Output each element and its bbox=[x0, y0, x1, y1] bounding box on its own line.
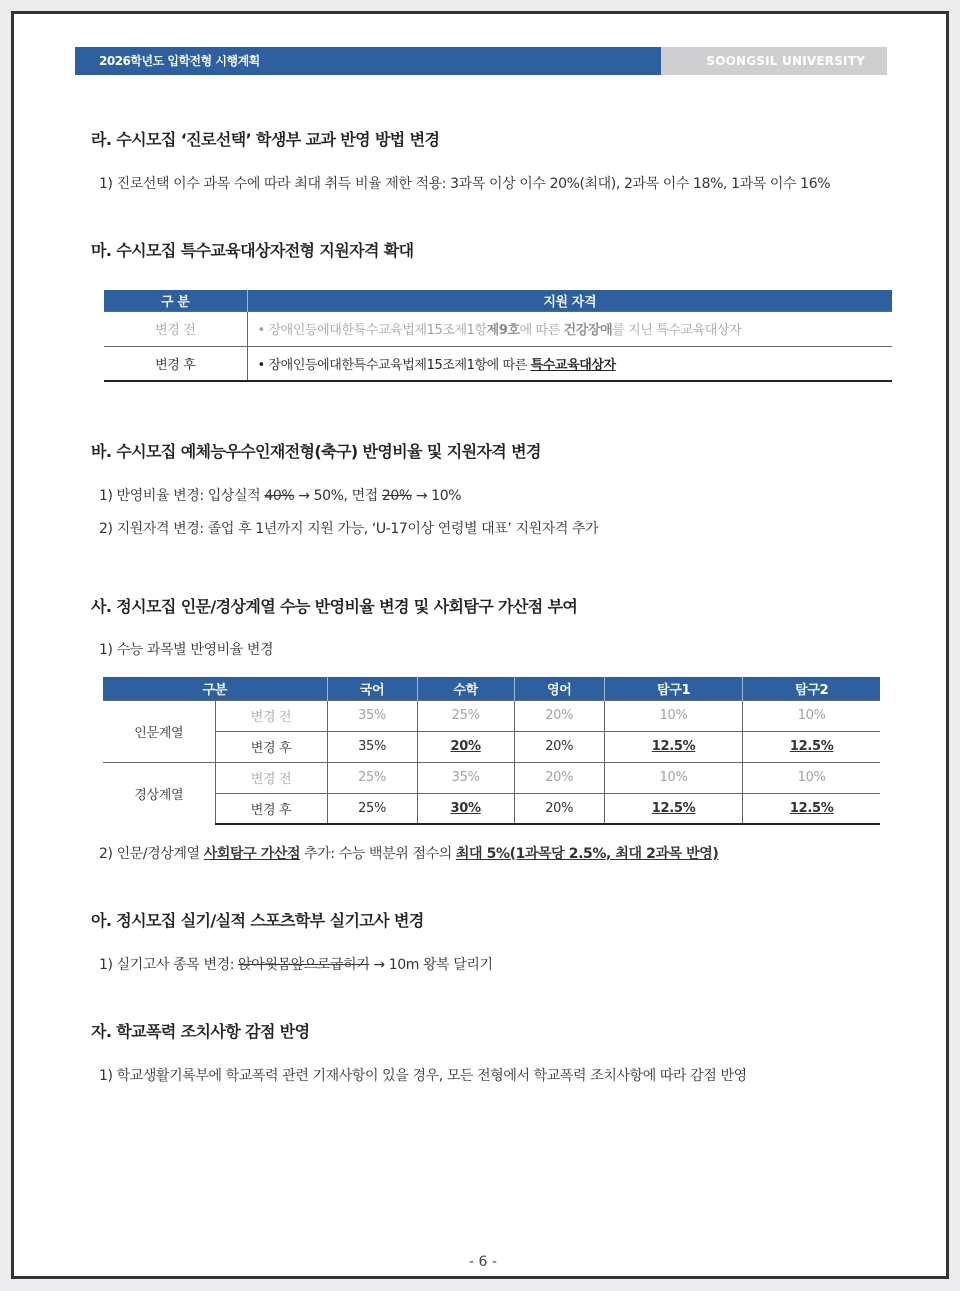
section-title-a: 아. 정시모집 실기/실적 스포츠학부 실기고사 변경 bbox=[91, 911, 424, 930]
cell: 35% bbox=[327, 700, 417, 731]
old-value: 앉아윗몸앞으로굽히기 bbox=[238, 957, 370, 973]
cell: 35% bbox=[417, 762, 514, 793]
table-row bbox=[103, 793, 880, 824]
qualification-header-eligibility: 지원 자격 bbox=[247, 290, 892, 311]
qualification-header-category: 구 분 bbox=[104, 290, 247, 311]
text: 에 따른 bbox=[519, 323, 564, 338]
section-ra-item-1: 1) 진로선택 이수 과목 수에 따라 최대 취득 비율 제한 적용: 3과목 이상 이수 20%(최대), 2과목 이수 18%, 1과목 이수 16% bbox=[99, 176, 831, 192]
ratio-header-inquiry2: 탐구2 bbox=[743, 677, 880, 700]
cell: 20% bbox=[514, 700, 604, 731]
row-label: 변경 전 bbox=[215, 700, 327, 731]
cell: 10% bbox=[743, 762, 880, 793]
table-row bbox=[103, 700, 880, 731]
text: 추가: 수능 백분위 점수의 bbox=[300, 846, 456, 862]
section-title-ba: 바. 수시모집 예체능우수인재전형(축구) 반영비율 및 지원자격 변경 bbox=[91, 442, 541, 461]
old-value: 20% bbox=[381, 488, 412, 504]
cell: 25% bbox=[327, 793, 417, 824]
bullet: • bbox=[257, 323, 265, 338]
page-header bbox=[75, 47, 887, 75]
text: 1) 실기고사 종목 변경: bbox=[99, 957, 239, 973]
text: 장애인등에대한특수교육법제15조제1항 bbox=[268, 323, 487, 338]
text: 10m 왕복 달리기 bbox=[388, 957, 493, 973]
section-ba-item-2: 2) 지원자격 변경: 졸업 후 1년까지 지원 가능, ‘U-17이상 연령별 대표’ 지원자격 추가 bbox=[99, 521, 599, 537]
cell-changed: 12.5% bbox=[604, 731, 743, 762]
cell: 25% bbox=[417, 700, 514, 731]
cell-changed: 20% bbox=[417, 731, 514, 762]
section-ja-item-1: 1) 학교생활기록부에 학교폭력 관련 기재사항이 있을 경우, 모든 전형에서 학교폭력 조치사항에 따라 감점 반영 bbox=[99, 1068, 747, 1084]
arrow-icon: → bbox=[373, 957, 385, 973]
eligibility-after bbox=[247, 346, 892, 381]
cell: 35% bbox=[327, 731, 417, 762]
group-business: 경상계열 bbox=[103, 762, 215, 824]
ratio-table bbox=[103, 677, 880, 825]
section-sa-item-2 bbox=[99, 843, 718, 863]
row-label: 변경 후 bbox=[104, 346, 247, 381]
arrow-icon: → bbox=[415, 488, 428, 504]
row-label: 변경 전 bbox=[215, 762, 327, 793]
qualification-table bbox=[104, 290, 892, 382]
row-label: 변경 후 bbox=[215, 731, 327, 762]
cell: 20% bbox=[514, 762, 604, 793]
text: 1) 반영비율 변경: 입상실적 bbox=[99, 488, 265, 504]
eligibility-before bbox=[247, 311, 892, 346]
highlighted-text: 사회탐구 가산점 bbox=[203, 846, 301, 862]
text: 50%, 면접 bbox=[313, 488, 382, 504]
cell: 25% bbox=[327, 762, 417, 793]
cell-changed: 12.5% bbox=[743, 731, 880, 762]
cell-changed: 12.5% bbox=[604, 793, 743, 824]
text: 를 지닌 특수교육대상자 bbox=[612, 323, 742, 338]
table-row bbox=[103, 762, 880, 793]
highlighted-text: 특수교육대상자 bbox=[530, 357, 616, 373]
group-humanities: 인문계열 bbox=[103, 700, 215, 762]
cell-changed: 30% bbox=[417, 793, 514, 824]
ratio-header-category: 구분 bbox=[103, 677, 327, 700]
university-brand: SOONGSIL UNIVERSITY bbox=[661, 47, 887, 75]
qualification-row-after bbox=[104, 346, 892, 381]
cell: 10% bbox=[604, 762, 743, 793]
section-a-item-1 bbox=[99, 954, 493, 974]
ratio-header-inquiry1: 탐구1 bbox=[604, 677, 743, 700]
section-title-ja: 자. 학교폭력 조치사항 감점 반영 bbox=[91, 1022, 310, 1041]
arrow-icon: → bbox=[298, 488, 310, 504]
qualification-row-before bbox=[104, 311, 892, 346]
ratio-header-korean: 국어 bbox=[327, 677, 417, 700]
highlighted-text: 최대 5%(1과목당 2.5%, 최대 2과목 반영) bbox=[455, 846, 719, 862]
bold-text: 건강장애 bbox=[563, 323, 613, 338]
row-label: 변경 후 bbox=[215, 793, 327, 824]
section-title-ra: 라. 수시모집 ‘진로선택’ 학생부 교과 반영 방법 변경 bbox=[91, 130, 440, 149]
cell: 20% bbox=[514, 731, 604, 762]
section-sa-item-1: 1) 수능 과목별 반영비율 변경 bbox=[99, 642, 274, 658]
bold-text: 제9호 bbox=[486, 323, 520, 338]
ratio-header-english: 영어 bbox=[514, 677, 604, 700]
text: 10% bbox=[431, 488, 462, 504]
section-title-ma: 마. 수시모집 특수교육대상자전형 지원자격 확대 bbox=[91, 241, 414, 260]
cell-changed: 12.5% bbox=[743, 793, 880, 824]
row-label: 변경 전 bbox=[104, 311, 247, 346]
section-title-sa: 사. 정시모집 인문/경상계열 수능 반영비율 변경 및 사회탐구 가산점 부여 bbox=[91, 597, 578, 616]
page-number: - 6 - bbox=[469, 1254, 497, 1270]
document-page bbox=[11, 11, 949, 1279]
ratio-header-math: 수학 bbox=[417, 677, 514, 700]
old-value: 40% bbox=[264, 488, 295, 504]
cell: 20% bbox=[514, 793, 604, 824]
text: 장애인등에대한특수교육법제15조제1항에 따른 bbox=[268, 357, 531, 373]
bullet: • bbox=[257, 357, 265, 373]
table-row bbox=[103, 731, 880, 762]
section-ba-item-1 bbox=[99, 485, 461, 505]
text: 2) 인문/경상계열 bbox=[99, 846, 204, 862]
cell: 10% bbox=[743, 700, 880, 731]
cell: 10% bbox=[604, 700, 743, 731]
document-title: 2026학년도 입학전형 시행계획 bbox=[75, 47, 661, 75]
